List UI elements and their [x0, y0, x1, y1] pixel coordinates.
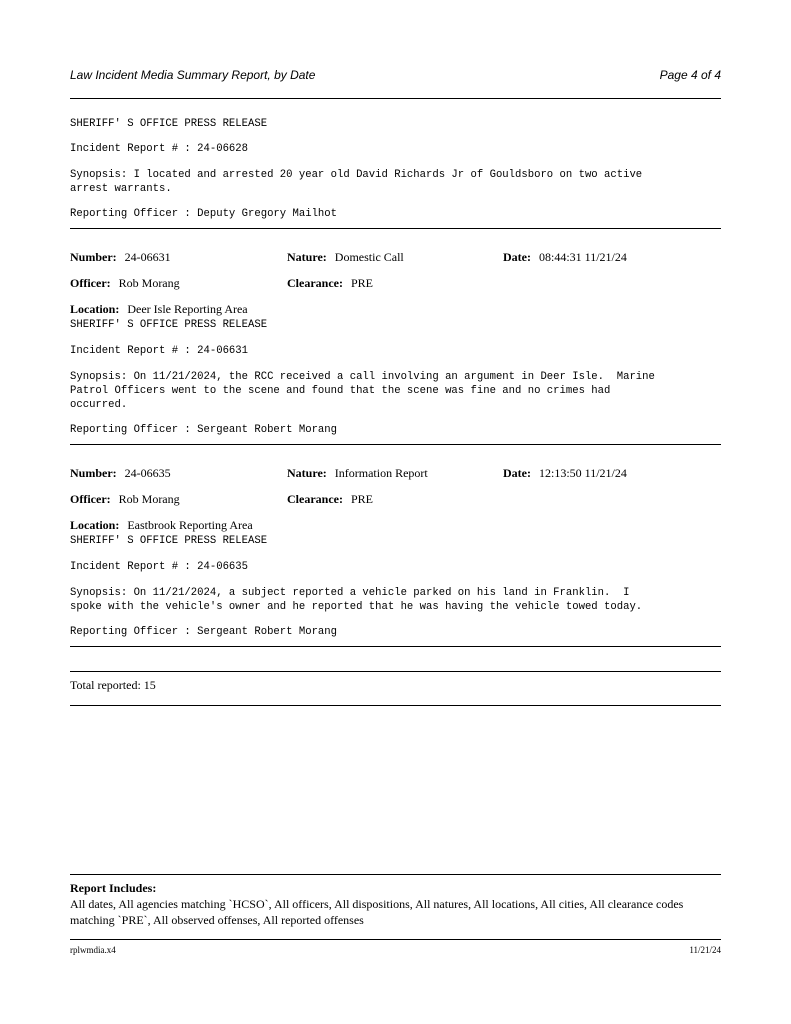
location-label: Location:: [70, 518, 120, 532]
number-field: [70, 466, 171, 480]
reporting-officer: Reporting Officer : Sergeant Robert Morang: [70, 424, 338, 436]
synopsis-text: Synopsis: On 11/21/2024, a subject reported a vehicle parked on his land in Franklin. I spoke with the vehicle's owner and he reported that he was having the vehicle towed today.: [70, 587, 643, 613]
reporting-officer: Reporting Officer : Deputy Gregory Mailhot: [70, 208, 338, 220]
synopsis-text: Synopsis: I located and arrested 20 year old David Richards Jr of Gouldsboro on two active arrest warrants.: [70, 169, 643, 195]
date-value: 12:13:50 11/21/24: [538, 466, 627, 480]
total-top-divider: [70, 671, 721, 672]
footer-top-divider: [70, 874, 721, 875]
number-label: Number:: [70, 466, 117, 480]
footer-date: 11/21/24: [689, 945, 721, 955]
clearance-value: PRE: [350, 276, 373, 290]
report-includes-title: Report Includes:: [70, 881, 157, 895]
incident-report-number: Incident Report # : 24-06628: [70, 143, 249, 155]
officer-value: Rob Morang: [118, 492, 180, 506]
number-value: 24-06635: [124, 466, 171, 480]
clearance-label: Clearance:: [287, 276, 343, 290]
clearance-value: PRE: [350, 492, 373, 506]
press-release-heading: SHERIFF' S OFFICE PRESS RELEASE: [70, 319, 268, 331]
press-release-heading: SHERIFF' S OFFICE PRESS RELEASE: [70, 535, 268, 547]
report-includes-text: All dates, All agencies matching `HCSO`, All officers, All dispositions, All natures, All locations, All cities, All clearance codes matching `PRE`, All observed offenses, All reported offenses: [70, 897, 684, 927]
nature-field: [287, 466, 428, 480]
report-header: [70, 68, 721, 86]
officer-field: [70, 276, 180, 290]
total-bottom-divider: [70, 705, 721, 706]
nature-field: [287, 250, 404, 264]
entry-divider: [70, 646, 721, 647]
nature-value: Information Report: [334, 466, 428, 480]
location-field: [70, 302, 248, 316]
press-release-heading: SHERIFF' S OFFICE PRESS RELEASE: [70, 118, 268, 130]
officer-field: [70, 492, 180, 506]
number-label: Number:: [70, 250, 117, 264]
officer-label: Officer:: [70, 276, 111, 290]
entry-divider: [70, 228, 721, 229]
nature-value: Domestic Call: [334, 250, 404, 264]
date-field: [503, 250, 627, 264]
location-value: Eastbrook Reporting Area: [127, 518, 253, 532]
clearance-field: [287, 276, 373, 290]
location-label: Location:: [70, 302, 120, 316]
officer-value: Rob Morang: [118, 276, 180, 290]
date-value: 08:44:31 11/21/24: [538, 250, 627, 264]
nature-label: Nature:: [287, 466, 327, 480]
synopsis-text: Synopsis: On 11/21/2024, the RCC received a call involving an argument in Deer Isle. Marine Patrol Officers went to the scene and found that the scene was fine and no crimes had occurred.: [70, 371, 655, 411]
number-field: [70, 250, 171, 264]
incident-report-number: Incident Report # : 24-06631: [70, 345, 249, 357]
report-includes: [70, 880, 721, 928]
total-reported: Total reported: 15: [70, 678, 156, 692]
footer-divider: [70, 939, 721, 940]
date-label: Date:: [503, 466, 531, 480]
location-value: Deer Isle Reporting Area: [127, 302, 248, 316]
reporting-officer: Reporting Officer : Sergeant Robert Morang: [70, 626, 338, 638]
officer-label: Officer:: [70, 492, 111, 506]
page-number: Page 4 of 4: [659, 68, 721, 82]
nature-label: Nature:: [287, 250, 327, 264]
header-divider: [70, 98, 721, 99]
date-field: [503, 466, 627, 480]
entry-divider: [70, 444, 721, 445]
date-label: Date:: [503, 250, 531, 264]
clearance-field: [287, 492, 373, 506]
clearance-label: Clearance:: [287, 492, 343, 506]
number-value: 24-06631: [124, 250, 171, 264]
incident-report-number: Incident Report # : 24-06635: [70, 561, 249, 573]
report-title: Law Incident Media Summary Report, by Date: [70, 68, 316, 82]
program-name: rplwmdia.x4: [70, 945, 116, 955]
location-field: [70, 518, 253, 532]
